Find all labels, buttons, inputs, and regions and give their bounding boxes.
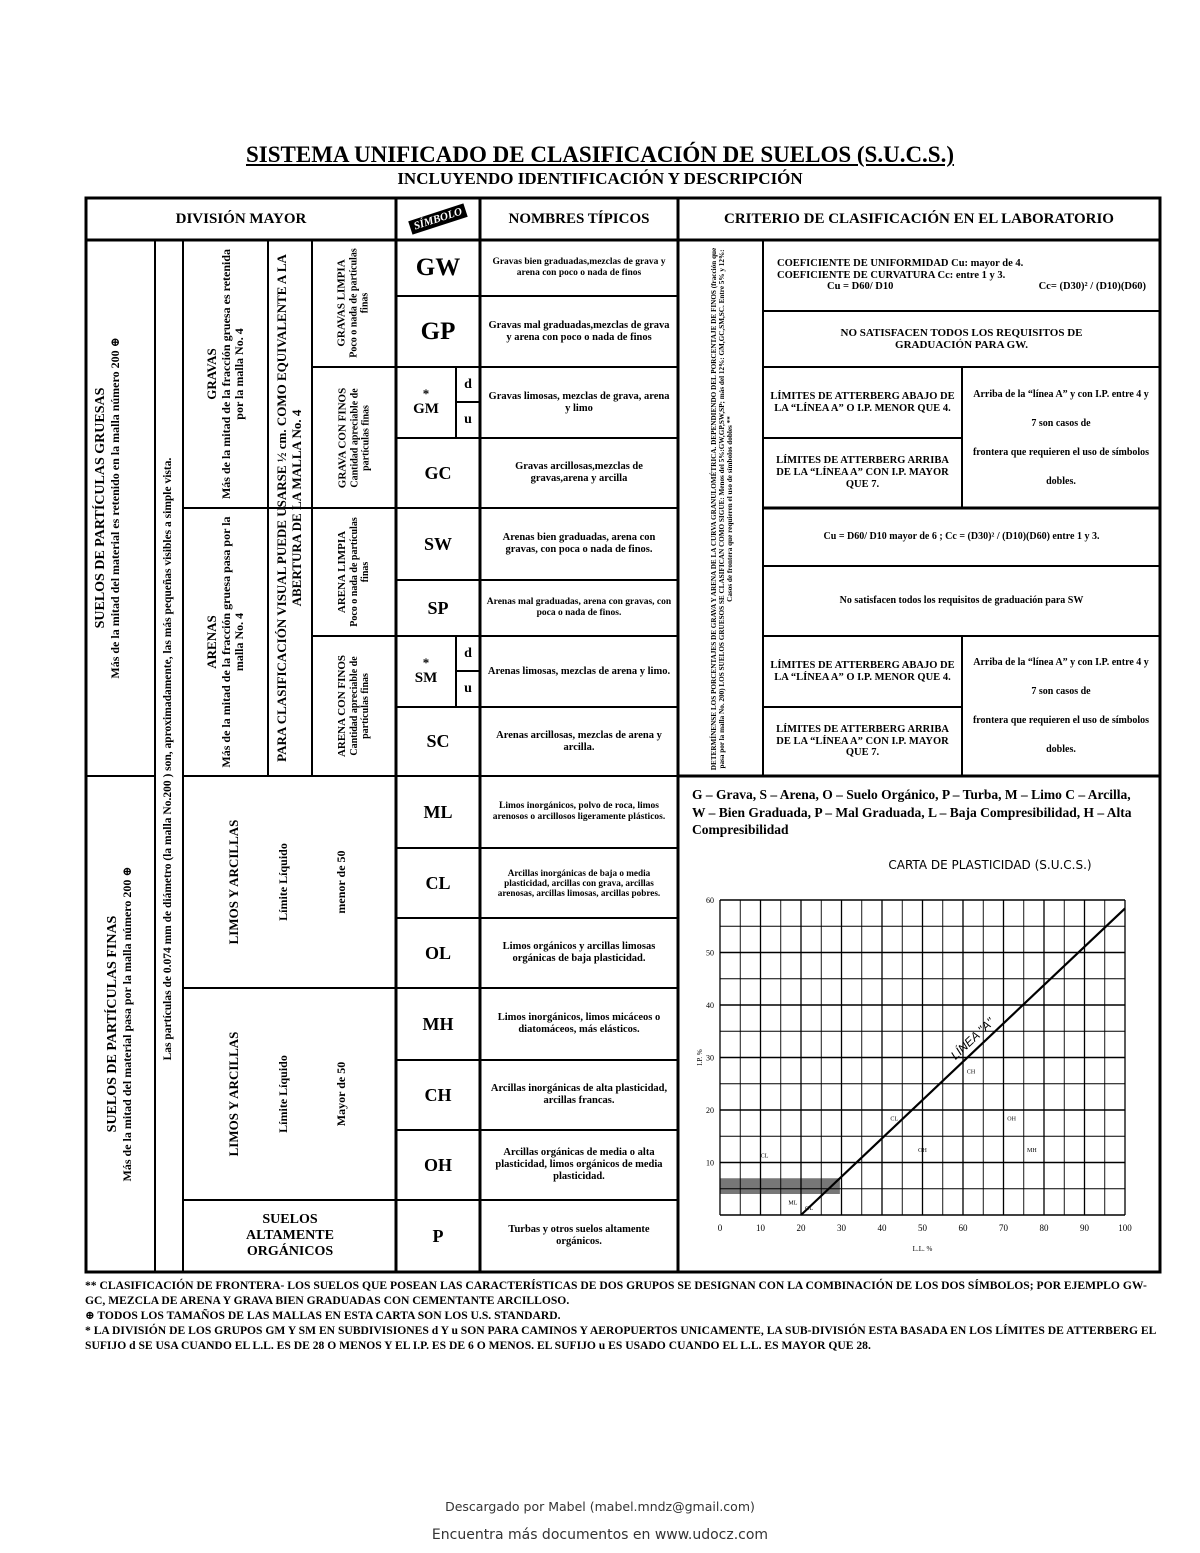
chart-y-tick: 50 <box>706 948 714 958</box>
symbol-ml: ML <box>423 801 453 822</box>
chart-region-label: CL <box>760 1153 769 1160</box>
fine-group2-value: Mayor de 50 <box>334 1061 349 1127</box>
criteria-gc-atterberg: LÍMITES DE ATTERBERG ARRIBA DE LA “LÍNEA A” CON I.P. MAYOR QUE 7. <box>776 455 949 490</box>
chart-region-label: MH <box>1027 1148 1037 1154</box>
gm-sub-u: u <box>464 412 472 428</box>
criteria-sw: Cu = D60/ D10 mayor de 6 ; Cc = (D30)² / (D10)(D60) entre 1 y 3. <box>823 531 1100 543</box>
name-sp: Arenas mal graduadas, arena con gravas, con poca o nada de finos. <box>486 597 672 618</box>
arena-finos-desc: Cantidad apreciable de partículas finas <box>348 656 372 756</box>
symbol-cl: CL <box>425 872 451 893</box>
arena-limpia-title: ARENA LIMPIA <box>336 530 349 614</box>
s-frontier-line2: frontera que requieren el uso de símbolos dobles. <box>972 715 1150 755</box>
page-title: SISTEMA UNIFICADO DE CLASIFICACIÓN DE SUELOS (S.U.C.S.) <box>245 142 955 167</box>
fine-title: SUELOS DE PARTÍCULAS FINAS <box>105 915 121 1133</box>
note-frontier: ** CLASIFICACIÓN DE FRONTERA- LOS SUELOS QUE POSEAN LAS CARACTERÍSTICAS DE DOS GRUPOS SE DESIGNAN CON LA COMBINACIÓN DE LOS DOS SÍMBOLOS; POR EJEMPLO GW-GC, MEZCLA DE ARENA Y GRAVA BIEN GRADUADAS CON CEMENTANTE ARCILLOSO. <box>85 1279 1147 1308</box>
gw-uniformity: COEFICIENTE DE UNIFORMIDAD Cu: mayor de 4. <box>777 257 1024 269</box>
chart-region-label: ML <box>788 1200 798 1207</box>
symbol-sp: SP <box>427 597 449 618</box>
gw-curvature: COEFICIENTE DE CURVATURA Cc: entre 1 y 3. <box>777 269 1006 281</box>
name-ol: Limos orgánicos y arcillas limosas orgánicas de baja plasticidad. <box>502 941 656 964</box>
chart-y-tick: 60 <box>706 896 714 905</box>
footer-link[interactable]: Encuentra más documentos en www.udocz.com <box>431 1527 769 1543</box>
symbol-gm-cell <box>396 367 456 438</box>
symbol-gm: GM <box>413 401 439 418</box>
chart-x-tick: 60 <box>958 1223 968 1233</box>
name-gw: Gravas bien graduadas,mezclas de grava y arena con poco o nada de finos <box>492 257 666 278</box>
chart-x-tick: 20 <box>796 1223 806 1233</box>
visible-particles-note: Las partículas de 0.074 mm de diámetro (la malla No.200 ) son, aproximadamente, las más pequeñas visibles a simple vista. <box>162 457 175 1061</box>
name-ml: Limos inorgánicos, polvo de roca, limos arenosos o arcillosos ligeramente plásticos. <box>492 801 666 822</box>
criteria-s-frontier <box>962 636 1160 776</box>
chart-x-tick: 70 <box>999 1223 1008 1233</box>
symbol-gc: GC <box>424 462 452 483</box>
coarse-soils-label <box>83 240 133 776</box>
gravas-limpia-desc: Poco o nada de partículas finas <box>348 248 371 358</box>
note-subdivision: * LA DIVISIÓN DE LOS GRUPOS GM Y SM EN SUBDIVISIONES d Y u SON PARA CAMINOS Y AEROPUERTOS UNICAMENTE, LA SUB-DIVISIÓN ESTA BASADA EN LOS LÍMITES DE ATTERBERG EL SUFIJO d SE USA CUANDO EL L.L. ES DE 28 O MENOS Y EL I.P. ES DE 6 O MENOS. EL SUFIJO u ES USADO CUANDO EL L.L. ES MAYOR QUE 28. <box>85 1324 1156 1353</box>
name-mh: Limos inorgánicos, limos micáceos o diatomáceos, más elásticos. <box>497 1012 661 1035</box>
chart-x-tick: 30 <box>837 1223 846 1233</box>
header-names: NOMBRES TÍPICOS <box>508 210 650 227</box>
arenas-label <box>205 508 247 776</box>
fine-group1-ll: Límite Líquido <box>276 843 291 921</box>
name-gm: Gravas limosas, mezclas de grava, arena y limo <box>488 390 670 414</box>
name-cl: Arcillas inorgánicas de baja o media plasticidad, arcillas con grava, arcillas arenosas, arcillas limosas, arcillas pobres. <box>497 867 661 899</box>
chart-region-label: CL <box>890 1116 898 1123</box>
chart-x-tick: 0 <box>717 1223 723 1233</box>
header-symbol-cell <box>396 198 480 240</box>
fine-desc: Más de la mitad del material pasa por la malla número 200 ⊕ <box>120 866 135 1182</box>
footer-download: Descargado por Mabel (mabel.mndz@gmail.com) <box>445 1499 755 1514</box>
chart-x-tick: 80 <box>1039 1223 1049 1233</box>
sm-sub-u: u <box>464 681 472 697</box>
criteria-g-frontier <box>962 367 1160 508</box>
gravas-limpia-title: GRAVAS LIMPIA <box>335 259 348 347</box>
criteria-sc-atterberg: LÍMITES DE ATTERBERG ARRIBA DE LA “LÍNEA A” CON I.P. MAYOR QUE 7. <box>776 723 949 759</box>
coarse-desc: Más de la mitad del material es retenido en la malla número 200 ⊕ <box>108 337 123 679</box>
criteria-sm-atterberg: LÍMITES DE ATTERBERG ABAJO DE LA “LÍNEA A” O I.P. MENOR QUE 4. <box>770 659 955 683</box>
header-division: DIVISIÓN MAYOR <box>175 210 307 227</box>
gw-cu-formula: Cu = D60/ D10 <box>827 281 894 293</box>
grava-finos-title: GRAVA CON FINOS <box>336 387 349 489</box>
symbol-mh: MH <box>422 1013 454 1034</box>
name-oh: Arcillas orgánicas de media o alta plasticidad, limos orgánicos de media plasticidad. <box>495 1147 663 1182</box>
arena-limpia-desc: Poco o nada de partículas finas <box>348 517 372 627</box>
symbol-sm-cell <box>396 636 456 707</box>
chart-region-label: OH <box>1007 1116 1016 1123</box>
chart-region-label: OH <box>918 1148 927 1154</box>
chart-x-tick: 50 <box>918 1223 927 1233</box>
fine-soils-label <box>95 776 145 1272</box>
footnotes <box>85 1278 1160 1353</box>
gravas-label <box>205 240 247 508</box>
chart-x-tick: 10 <box>756 1223 765 1233</box>
chart-hatched-zone <box>720 1178 840 1194</box>
chart-y-tick: 40 <box>706 1001 714 1010</box>
arena-finos-label <box>334 636 374 776</box>
name-sm: Arenas limosas, mezclas de arena y limo. <box>487 665 671 677</box>
g-frontier-line1: Arriba de la “línea A” y con I.P. entre 4 y 7 son casos de <box>973 388 1149 429</box>
arenas-desc: Más de la mitad de la fracción gruesa pasa por la malla No. 4 <box>218 516 247 768</box>
page-subtitle: INCLUYENDO IDENTIFICACIÓN Y DESCRIPCIÓN <box>397 169 803 188</box>
chart-line-a-label: LÍNEA "A" <box>947 1015 997 1063</box>
chart-y-tick: 20 <box>706 1106 714 1115</box>
name-ch: Arcillas inorgánicas de alta plasticidad, arcillas francas. <box>490 1083 668 1106</box>
symbol-sm: SM <box>414 670 438 687</box>
fine-group2-ll: Límite Líquido <box>276 1055 291 1133</box>
gm-sub-d: d <box>464 376 472 392</box>
chart-y-tick: 30 <box>706 1053 714 1063</box>
coarse-title: SUELOS DE PARTÍCULAS GRUESAS <box>93 387 109 629</box>
chart-region-label: CH <box>966 1069 976 1076</box>
chart-x-tick: 90 <box>1080 1223 1089 1233</box>
fine-group1-title: LIMOS Y ARCILLAS <box>225 819 241 945</box>
gm-star: * <box>422 385 430 401</box>
fine-group1-value: menor de 50 <box>334 850 349 914</box>
chart-x-tick: 40 <box>877 1223 887 1233</box>
gravas-limpia-label <box>334 240 374 367</box>
arena-limpia-label <box>334 508 374 636</box>
criteria-gp: NO SATISFACEN TODOS LOS REQUISITOS DE GRADUACIÓN PARA GW. <box>840 326 1083 351</box>
plasticity-chart <box>690 880 1150 1270</box>
gravas-desc: Más de la mitad de la fracción gruesa es retenida por la malla No. 4 <box>218 248 247 500</box>
name-sw: Arenas bien graduadas, arena con gravas, con poca o nada de finos. <box>502 532 656 555</box>
symbol-oh: OH <box>423 1154 452 1175</box>
arenas-title: ARENAS <box>203 615 219 669</box>
grava-finos-label <box>335 368 375 509</box>
symbol-legend: G – Grava, S – Arena, O – Suelo Orgánico, P – Turba, M – Limo C – Arcilla, W – Bien Graduada, P – Mal Graduada, L – Baja Compresibilidad, H – Alta Compresibilidad <box>692 787 1132 838</box>
organic-soils-label: SUELOS ALTAMENTE ORGÁNICOS <box>246 1212 334 1259</box>
header-symbol: SÍMBOLO <box>408 203 468 235</box>
symbol-sw: SW <box>423 533 452 554</box>
symbol-gw: GW <box>415 254 461 281</box>
symbol-p: P <box>432 1225 444 1246</box>
symbol-gp: GP <box>420 317 456 345</box>
chart-x-label: L.L. % <box>912 1245 933 1253</box>
gravas-title: GRAVAS <box>203 348 219 400</box>
note-mesh: ⊕ TODOS LOS TAMAÑOS DE LAS MALLAS EN ESTA CARTA SON LOS U.S. STANDARD. <box>85 1309 561 1323</box>
sm-sub-d: d <box>464 645 472 661</box>
chart-title: CARTA DE PLASTICIDAD (S.U.C.S.) <box>888 858 1092 872</box>
criteria-vertical-note: DETERMÍNENSE LOS PORCENTAJES DE GRAVA Y ARENA DE LA CURVA GRANULOMÉTRICA. DEPENDIENDO DEL PORCENTAJE DE FINOS (fracción que pasa por la malla No. 200) LOS SUELOS GRUESOS SE CLASIFICAN COMO SIGUE: Menos del 5%:GW,GP,SW,SP; más del 12%: GM,GC,SM,SC. Entre 5% y 12%: Casos de frontera que requieren el uso de símbolos dobles ** <box>710 247 734 771</box>
chart-x-tick: 100 <box>1118 1223 1132 1233</box>
name-gp: Gravas mal graduadas,mezclas de grava y arena con poco o nada de finos <box>488 319 670 343</box>
fine-group2-title: LIMOS Y ARCILLAS <box>225 1031 241 1157</box>
chart-y-label: I.P. % <box>696 1049 704 1066</box>
chart-y-tick: 10 <box>706 1158 714 1168</box>
criteria-gm-atterberg: LÍMITES DE ATTERBERG ABAJO DE LA “LÍNEA A” O I.P. MENOR QUE 4. <box>770 390 955 414</box>
symbol-ch: CH <box>424 1084 452 1105</box>
sm-star: * <box>422 654 430 670</box>
criteria-sp: No satisfacen todos los requisitos de graduación para SW <box>839 595 1084 607</box>
g-frontier-line2: frontera que requieren el uso de símbolos dobles. <box>972 446 1150 487</box>
criteria-gw <box>763 240 1160 311</box>
s-frontier-line1: Arriba de la “línea A” y con I.P. entre 4 y 7 son casos de <box>973 657 1149 697</box>
name-sc: Arenas arcillosas, mezclas de arena y arcilla. <box>496 729 662 753</box>
gw-cc-formula: Cc= (D30)² / (D10)(D60) <box>1038 281 1146 293</box>
symbol-sc: SC <box>426 731 450 752</box>
chart-region-label: OL <box>805 1205 814 1212</box>
header-criteria: CRITERIO DE CLASIFICACIÓN EN EL LABORATORIO <box>724 210 1114 227</box>
arena-finos-title: ARENA CON FINOS <box>336 654 349 758</box>
name-gc: Gravas arcillosas,mezclas de gravas,arena y arcilla <box>515 461 643 484</box>
name-p: Turbas y otros suelos altamente orgánicos. <box>508 1224 650 1247</box>
visual-classification-note: PARA CLASIFICACIÓN VISUAL PUEDE USARSE ½ cm. COMO EQUIVALENTE A LA ABERTURA DE LA MALLA No. 4 <box>274 254 304 762</box>
grava-finos-desc: Cantidad apreciable de partículas finas <box>349 388 372 488</box>
symbol-ol: OL <box>424 942 451 963</box>
